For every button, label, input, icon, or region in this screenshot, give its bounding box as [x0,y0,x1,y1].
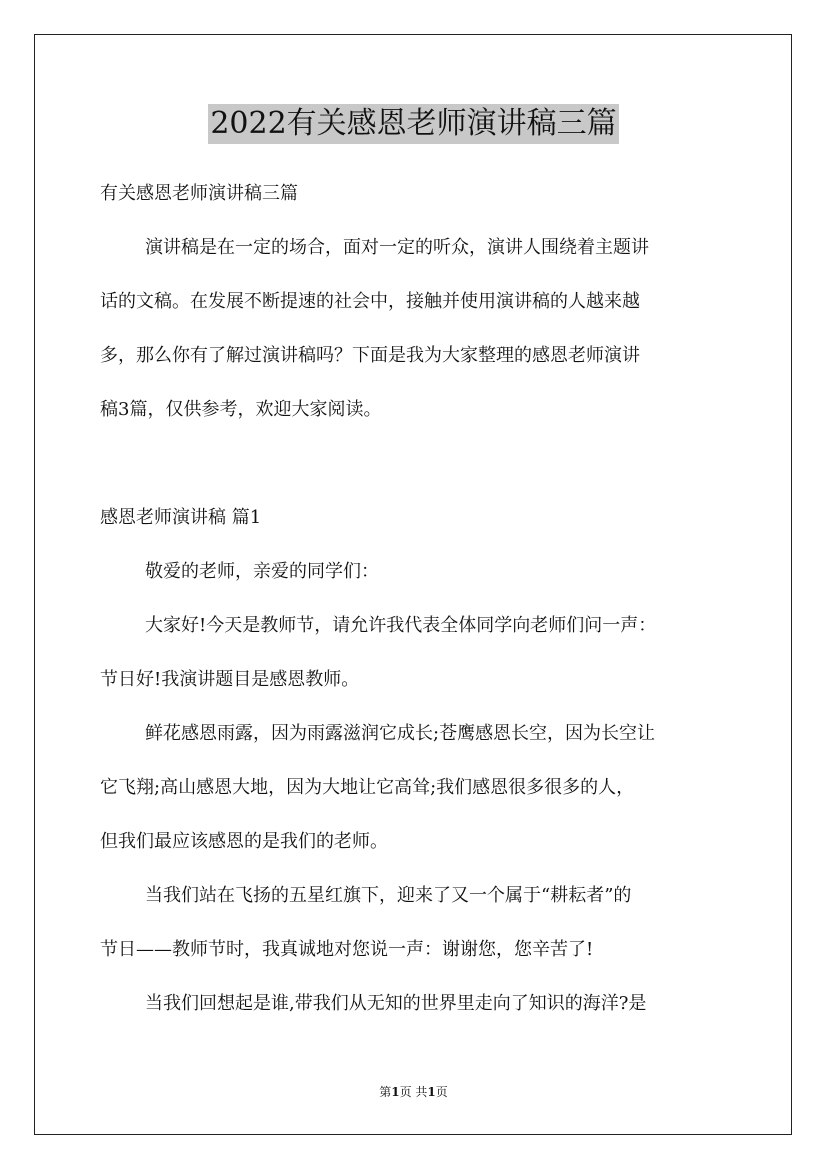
body-line: 鲜花感恩雨露，因为雨露滋润它成长;苍鹰感恩长空，因为长空让 [145,723,656,744]
intro-line: 演讲稿是在一定的场合，面对一定的听众，演讲人围绕着主题讲 [145,237,649,258]
footer-total-pages: 1 [427,1085,436,1099]
document-subtitle: 有关感恩老师演讲稿三篇 [100,183,298,204]
body-line: 它飞翔;高山感恩大地，因为大地让它高耸;我们感恩很多很多的人， [100,777,635,798]
footer-page-number: 1 [391,1085,400,1099]
section-heading: 感恩老师演讲稿 篇1 [100,507,262,528]
body-line: 敬爱的老师，亲爱的同学们： [145,561,379,582]
footer-page-mid: 页 共 [399,1085,428,1099]
body-line: 但我们最应该感恩的是我们的老师。 [100,831,388,852]
document-title: 2022有关感恩老师演讲稿三篇 [208,104,618,144]
body-line: 节日好!我演讲题目是感恩教师。 [100,669,360,690]
intro-line: 多，那么你有了解过演讲稿吗？下面是我为大家整理的感恩老师演讲 [100,345,640,366]
body-line: 当我们回想起是谁,带我们从无知的世界里走向了知识的海洋?是 [145,993,647,1014]
intro-line: 话的文稿。在发展不断提速的社会中，接触并使用演讲稿的人越来越 [100,291,640,312]
title-container [0,104,827,144]
page-footer [0,1084,827,1100]
footer-page-suffix: 页 [435,1085,448,1099]
body-line: 当我们站在飞扬的五星红旗下，迎来了又一个属于“耕耘者”的 [145,885,632,906]
footer-page-prefix: 第 [379,1085,392,1099]
intro-line: 稿3篇，仅供参考，欢迎大家阅读。 [100,399,382,420]
body-line: 节日——教师节时，我真诚地对您说一声：谢谢您，您辛苦了! [100,939,594,960]
body-line: 大家好!今天是教师节，请允许我代表全体同学向老师们问一声： [145,615,657,636]
